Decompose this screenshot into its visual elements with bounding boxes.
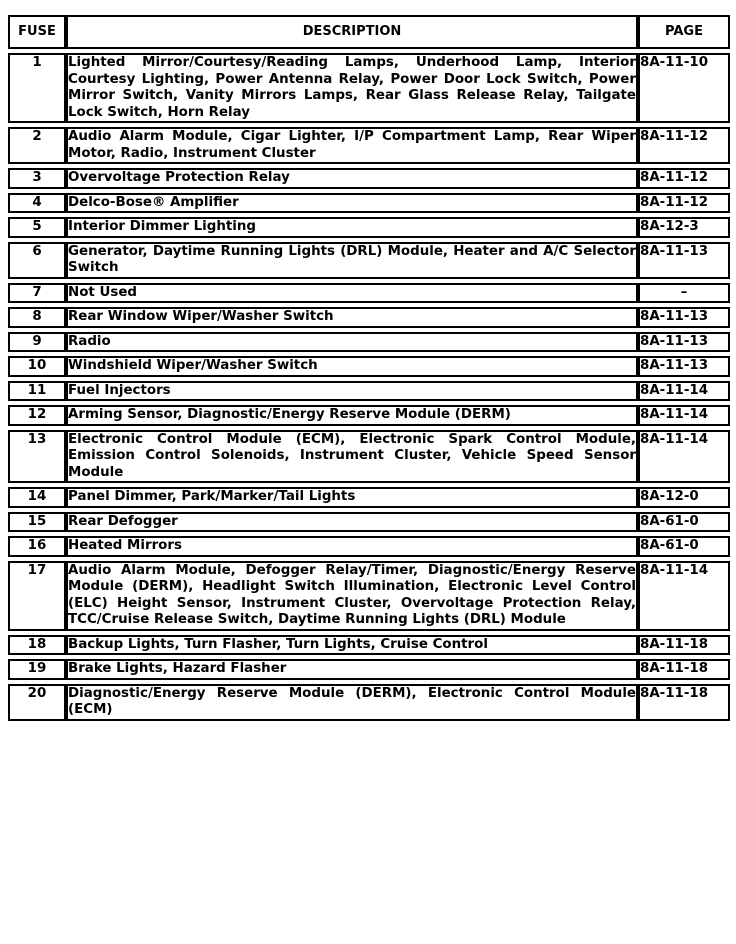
table-row: [8, 283, 730, 304]
table-row: [8, 217, 730, 238]
fuse-cell: 7: [8, 283, 66, 304]
page-cell: 8A-11-13: [638, 307, 730, 328]
page-cell: 8A-11-12: [638, 127, 730, 164]
description-cell: Fuel Injectors: [66, 381, 638, 402]
fuse-cell: 20: [8, 684, 66, 721]
description-cell: Panel Dimmer, Park/Marker/Tail Lights: [66, 487, 638, 508]
fuse-cell: 9: [8, 332, 66, 353]
page-cell: 8A-11-14: [638, 561, 730, 631]
page-cell: 8A-11-10: [638, 53, 730, 123]
table-row: [8, 659, 730, 680]
table-row: [8, 430, 730, 484]
page-cell: 8A-11-12: [638, 193, 730, 214]
page-cell: 8A-11-18: [638, 684, 730, 721]
table-row: [8, 332, 730, 353]
page-cell: 8A-12-3: [638, 217, 730, 238]
page-cell: 8A-11-18: [638, 659, 730, 680]
table-row: [8, 242, 730, 279]
table-row: [8, 487, 730, 508]
fuse-cell: 12: [8, 405, 66, 426]
fuse-cell: 13: [8, 430, 66, 484]
fuse-cell: 3: [8, 168, 66, 189]
description-cell: Backup Lights, Turn Flasher, Turn Lights, Cruise Control: [66, 635, 638, 656]
fuse-cell: 19: [8, 659, 66, 680]
fuse-cell: 11: [8, 381, 66, 402]
description-cell: Electronic Control Module (ECM), Electronic Spark Control Module, Emission Control Solenoids, Instrument Cluster, Vehicle Speed Sensor Module: [66, 430, 638, 484]
page-cell: 8A-61-0: [638, 536, 730, 557]
description-cell: Generator, Daytime Running Lights (DRL) Module, Heater and A/C Selector Switch: [66, 242, 638, 279]
table-row: [8, 53, 730, 123]
table-row: [8, 356, 730, 377]
description-cell: Interior Dimmer Lighting: [66, 217, 638, 238]
header-fuse: FUSE: [8, 15, 66, 49]
description-cell: Overvoltage Protection Relay: [66, 168, 638, 189]
page-cell: 8A-11-13: [638, 332, 730, 353]
fuse-cell: 2: [8, 127, 66, 164]
page-cell: 8A-11-12: [638, 168, 730, 189]
fuse-cell: 10: [8, 356, 66, 377]
description-cell: Not Used: [66, 283, 638, 304]
table-row: [8, 512, 730, 533]
description-cell: Rear Window Wiper/Washer Switch: [66, 307, 638, 328]
table-row: [8, 381, 730, 402]
table-row: [8, 536, 730, 557]
description-cell: Arming Sensor, Diagnostic/Energy Reserve Module (DERM): [66, 405, 638, 426]
fuse-table: [8, 11, 730, 725]
page-cell: 8A-11-14: [638, 430, 730, 484]
description-cell: Audio Alarm Module, Defogger Relay/Timer, Diagnostic/Energy Reserve Module (DERM), Headlight Switch Illumination, Electronic Level Control (ELC) Height Sensor, Instrument Cluster, Overvoltage Protection Relay, TCC/Cruise Release Switch, Daytime Running Lights (DRL) Module: [66, 561, 638, 631]
fuse-cell: 6: [8, 242, 66, 279]
fuse-cell: 18: [8, 635, 66, 656]
page-cell: 8A-11-13: [638, 242, 730, 279]
description-cell: Lighted Mirror/Courtesy/Reading Lamps, Underhood Lamp, Interior Courtesy Lighting, Power Antenna Relay, Power Door Lock Switch, Power Mirror Switch, Vanity Mirrors Lamps, Rear Glass Release Relay, Tailgate Lock Switch, Horn Relay: [66, 53, 638, 123]
description-cell: Brake Lights, Hazard Flasher: [66, 659, 638, 680]
fuse-cell: 15: [8, 512, 66, 533]
description-cell: Windshield Wiper/Washer Switch: [66, 356, 638, 377]
fuse-cell: 1: [8, 53, 66, 123]
table-row: [8, 684, 730, 721]
description-cell: Diagnostic/Energy Reserve Module (DERM), Electronic Control Module (ECM): [66, 684, 638, 721]
header-row: [8, 15, 730, 49]
page-cell: 8A-11-14: [638, 381, 730, 402]
header-description: DESCRIPTION: [66, 15, 638, 49]
description-cell: Radio: [66, 332, 638, 353]
page-cell: 8A-11-14: [638, 405, 730, 426]
fuse-cell: 16: [8, 536, 66, 557]
page-cell: –: [638, 283, 730, 304]
fuse-cell: 17: [8, 561, 66, 631]
table-row: [8, 635, 730, 656]
page-cell: 8A-11-18: [638, 635, 730, 656]
fuse-cell: 4: [8, 193, 66, 214]
page-cell: 8A-11-13: [638, 356, 730, 377]
fuse-cell: 14: [8, 487, 66, 508]
table-row: [8, 307, 730, 328]
table-row: [8, 561, 730, 631]
fuse-cell: 5: [8, 217, 66, 238]
page-cell: 8A-12-0: [638, 487, 730, 508]
table-row: [8, 193, 730, 214]
page-cell: 8A-61-0: [638, 512, 730, 533]
table-row: [8, 127, 730, 164]
table-row: [8, 405, 730, 426]
description-cell: Delco-Bose® Amplifier: [66, 193, 638, 214]
header-page: PAGE: [638, 15, 730, 49]
description-cell: Heated Mirrors: [66, 536, 638, 557]
table-row: [8, 168, 730, 189]
description-cell: Rear Defogger: [66, 512, 638, 533]
description-cell: Audio Alarm Module, Cigar Lighter, I/P Compartment Lamp, Rear Wiper Motor, Radio, Instrument Cluster: [66, 127, 638, 164]
fuse-cell: 8: [8, 307, 66, 328]
